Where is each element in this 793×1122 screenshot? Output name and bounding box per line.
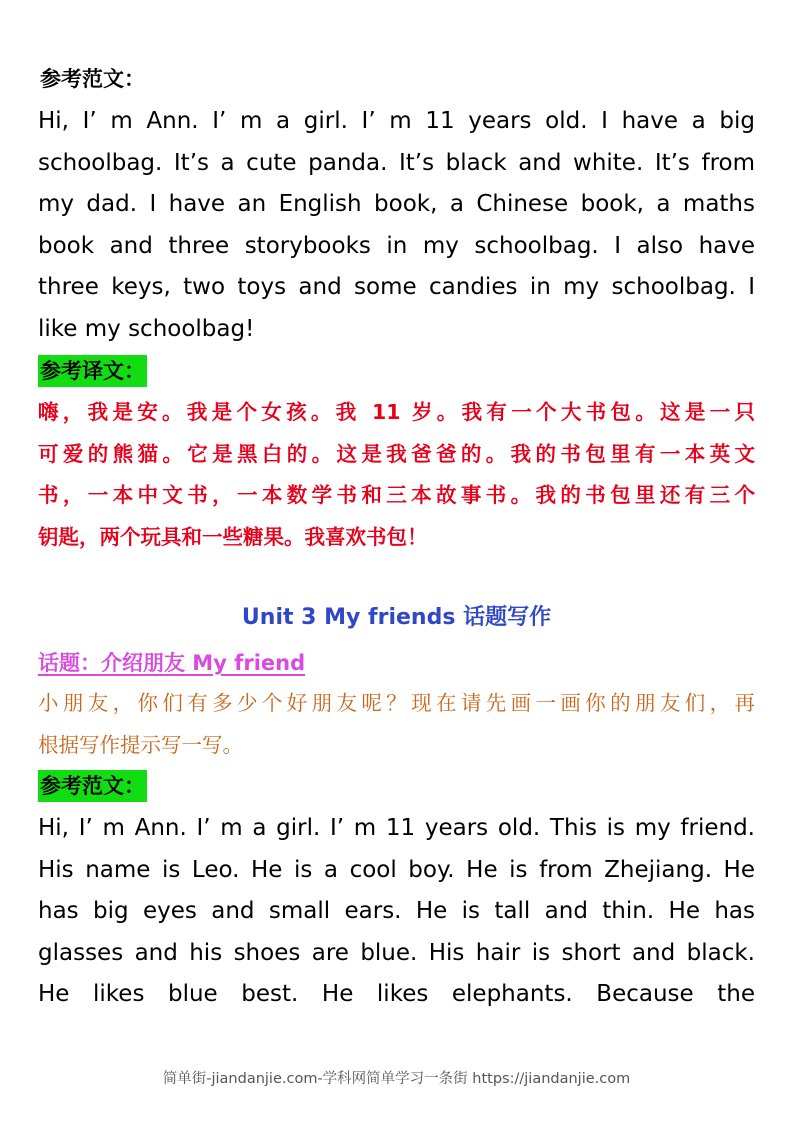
topic-title: 话题：介绍朋友 My friend <box>38 651 306 675</box>
text-line: 小朋友，你们有多少个好朋友呢？现在请先画一画你的朋友们，再 <box>38 691 755 715</box>
text-line: book and three storybooks in my schoolbag. I also have <box>38 232 755 259</box>
text-line: three keys, two toys and some candies in my schoolbag. I <box>38 274 755 301</box>
reference-essay-heading-2: 参考范文： <box>38 770 147 802</box>
text-line: 可爱的熊猫。它是黑白的。这是我爸爸的。我的书包里有一本英文 <box>38 441 755 466</box>
text-line: 书，一本中文书，一本数学书和三本故事书。我的书包里还有三个 <box>38 483 755 508</box>
writing-prompt <box>38 683 755 766</box>
translation-heading: 参考译文： <box>38 355 147 387</box>
text-line: His name is Leo. He is a cool boy. He is from Zhejiang. He <box>38 856 755 883</box>
text-line: my dad. I have an English book, a Chinese book, a maths <box>38 191 755 218</box>
translation-text <box>38 392 755 558</box>
reference-essay-2 <box>38 808 755 1016</box>
text-line: He likes blue best. He likes elephants. Because the <box>38 981 755 1008</box>
text-line: 钥匙，两个玩具和一些糖果。我喜欢书包！ <box>38 524 428 549</box>
reference-essay-1 <box>38 101 755 351</box>
unit-title: Unit 3 My friends 话题写作 <box>241 605 552 630</box>
reference-essay-heading: 参考范文： <box>40 67 145 91</box>
text-line: 根据写作提示写一写。 <box>38 732 243 757</box>
text-line: like my schoolbag! <box>38 315 255 342</box>
page-footer: 简单街-jiandanjie.com-学科网简单学习一条街 https://jiandanjie.com <box>162 1071 631 1087</box>
text-line: Hi, I’ m Ann. I’ m a girl. I’ m 11 years old. This is my friend. <box>38 815 755 841</box>
text-line: glasses and his shoes are blue. His hair is short and black. <box>38 939 755 966</box>
text-line: schoolbag. It’s a cute panda. It’s black and white. It’s from <box>38 149 755 176</box>
text-line: 嗨，我是安。我是个女孩。我 11 岁。我有一个大书包。这是一只 <box>38 400 755 424</box>
text-line: Hi, I’ m Ann. I’ m a girl. I’ m 11 years old. I have a big <box>38 108 755 134</box>
text-line: has big eyes and small ears. He is tall and thin. He has <box>38 898 755 925</box>
